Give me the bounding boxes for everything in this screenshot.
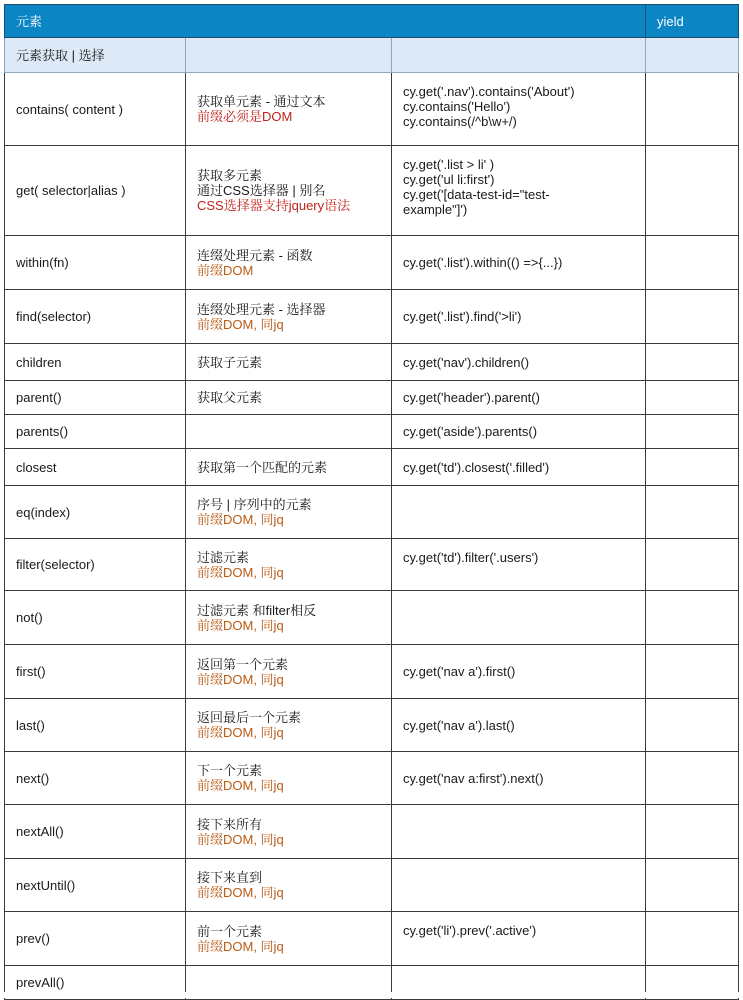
method-name: first(): [16, 664, 46, 679]
description-text: 获取多元素: [197, 168, 263, 183]
section-blank-4: [646, 38, 739, 73]
method-cell: [5, 290, 186, 344]
description-cell: [186, 344, 392, 381]
example-cell: [392, 73, 646, 146]
api-table: [4, 4, 739, 1000]
example-code: cy.get('td').closest('.filled'): [403, 459, 550, 475]
table-body: [5, 73, 739, 1000]
section-row: [5, 38, 739, 73]
description-cell: [186, 146, 392, 236]
method-name: prevAll(): [16, 975, 65, 990]
table-row: [5, 344, 739, 381]
example-code: cy.get('.list > li' ): [403, 157, 495, 172]
method-cell: [5, 415, 186, 449]
method-name: contains( content ): [16, 101, 123, 117]
description-cell: [186, 805, 392, 859]
example-code: cy.get('[data-test-id="test-: [403, 187, 550, 202]
example-cell: [392, 645, 646, 699]
description-cell: [186, 290, 392, 344]
example-code: cy.get('aside').parents(): [403, 424, 538, 439]
example-code: cy.contains('Hello'): [403, 99, 511, 114]
yield-cell: [646, 859, 739, 912]
description-cell: [186, 236, 392, 290]
yield-cell: [646, 449, 739, 486]
description-note: 前缀DOM, 同jq: [197, 617, 284, 633]
table-row: [5, 236, 739, 290]
method-name: parents(): [16, 424, 69, 439]
description-text: 下一个元素: [197, 763, 263, 778]
example-code: cy.get('td').filter('.users'): [403, 550, 539, 565]
example-cell: [392, 539, 646, 591]
method-cell: [5, 236, 186, 290]
description-text: 序号 | 序列中的元素: [197, 497, 312, 512]
method-name: parent(): [16, 390, 62, 405]
description-cell: [186, 449, 392, 486]
description-note: 前缀DOM, 同jq: [197, 938, 284, 954]
description-text: 获取第一个匹配的元素: [197, 459, 328, 475]
yield-cell: [646, 912, 739, 966]
example-code: cy.get('.list').within(() =>{...}): [403, 255, 563, 270]
example-cell: [392, 699, 646, 752]
example-cell: [392, 486, 646, 539]
method-cell: [5, 73, 186, 146]
description-text: 获取父元素: [197, 390, 263, 405]
page-cutoff: [0, 992, 743, 998]
table-row: [5, 486, 739, 539]
table-row: [5, 645, 739, 699]
description-text: 接下来所有: [197, 816, 263, 832]
description-cell: [186, 486, 392, 539]
method-cell: [5, 146, 186, 236]
example-cell: [392, 752, 646, 805]
description-text: 接下来直到: [197, 870, 263, 885]
example-code: cy.get('nav a:first').next(): [403, 770, 544, 786]
method-cell: [5, 344, 186, 381]
example-cell: [392, 859, 646, 912]
description-note: CSS选择器支持jquery语法: [197, 198, 351, 213]
method-cell: [5, 912, 186, 966]
description-note: 前缀DOM, 同jq: [197, 671, 284, 687]
header-title: 元素: [5, 5, 646, 38]
description-text: 通过CSS选择器 | 别名: [197, 183, 326, 198]
example-cell: [392, 146, 646, 236]
example-code: cy.get('li').prev('.active'): [403, 923, 537, 938]
cheatsheet-sheet: [4, 4, 738, 1000]
description-note: 前缀DOM: [197, 262, 254, 278]
description-cell: [186, 912, 392, 966]
description-text: 获取子元素: [197, 354, 263, 370]
yield-cell: [646, 539, 739, 591]
method-name: within(fn): [16, 255, 69, 270]
description-text: 过滤元素: [197, 549, 250, 565]
yield-cell: [646, 752, 739, 805]
yield-cell: [646, 236, 739, 290]
description-cell: [186, 381, 392, 415]
description-cell: [186, 415, 392, 449]
table-row: [5, 859, 739, 912]
example-code: cy.get('nav a').last(): [403, 717, 515, 733]
description-note: 前缀DOM, 同jq: [197, 778, 284, 793]
description-note: 前缀DOM, 同jq: [197, 316, 284, 332]
table-row: [5, 73, 739, 146]
example-cell: [392, 449, 646, 486]
yield-cell: [646, 645, 739, 699]
description-note: 前缀DOM, 同jq: [197, 725, 284, 740]
table-row: [5, 591, 739, 645]
yield-cell: [646, 73, 739, 146]
table-row: [5, 290, 739, 344]
description-cell: [186, 859, 392, 912]
description-text: 返回第一个元素: [197, 656, 289, 672]
yield-cell: [646, 805, 739, 859]
method-name: prev(): [16, 931, 50, 946]
example-cell: [392, 236, 646, 290]
example-code: cy.get('.list').find('>li'): [403, 309, 522, 324]
method-cell: [5, 381, 186, 415]
method-name: next(): [16, 770, 50, 786]
description-note: 前缀必须是DOM: [197, 109, 293, 124]
example-code: example"]'): [403, 202, 468, 217]
yield-cell: [646, 486, 739, 539]
example-cell: [392, 912, 646, 966]
table-row: [5, 449, 739, 486]
example-cell: [392, 805, 646, 859]
method-name: find(selector): [16, 309, 92, 324]
method-name: nextUntil(): [16, 877, 76, 893]
method-cell: [5, 591, 186, 645]
header-yield: yield: [646, 5, 739, 38]
method-cell: [5, 752, 186, 805]
description-text: 获取单元素 - 通过文本: [197, 94, 326, 109]
method-name: eq(index): [16, 504, 71, 520]
method-name: nextAll(): [16, 824, 64, 839]
yield-cell: [646, 290, 739, 344]
description-text: 连缀处理元素 - 选择器: [197, 301, 326, 317]
example-cell: [392, 415, 646, 449]
method-name: children: [16, 354, 62, 370]
description-cell: [186, 645, 392, 699]
table-row: [5, 805, 739, 859]
method-name: last(): [16, 717, 45, 733]
section-blank-2: [186, 38, 392, 73]
example-cell: [392, 290, 646, 344]
description-cell: [186, 699, 392, 752]
method-cell: [5, 539, 186, 591]
section-blank-3: [392, 38, 646, 73]
method-cell: [5, 699, 186, 752]
description-cell: [186, 539, 392, 591]
yield-cell: [646, 381, 739, 415]
method-cell: [5, 645, 186, 699]
method-name: get( selector|alias ): [16, 183, 126, 198]
method-name: not(): [16, 610, 43, 625]
method-cell: [5, 805, 186, 859]
table-row: [5, 699, 739, 752]
example-code: cy.get('nav a').first(): [403, 664, 516, 679]
description-text: 前一个元素: [197, 923, 263, 939]
description-note: 前缀DOM, 同jq: [197, 831, 284, 847]
description-text: 连缀处理元素 - 函数: [197, 247, 313, 263]
example-cell: [392, 591, 646, 645]
yield-cell: [646, 344, 739, 381]
example-code: cy.get('.nav').contains('About'): [403, 84, 575, 99]
yield-cell: [646, 146, 739, 236]
example-code: cy.get('header').parent(): [403, 390, 540, 405]
description-text: 返回最后一个元素: [197, 710, 302, 725]
example-cell: [392, 381, 646, 415]
header-row: [5, 5, 739, 38]
description-text: 过滤元素 和filter相反: [197, 602, 317, 618]
table-row: [5, 539, 739, 591]
example-code: cy.contains(/^b\w+/): [403, 114, 517, 129]
section-label: 元素获取 | 选择: [5, 38, 186, 73]
method-cell: [5, 449, 186, 486]
description-cell: [186, 752, 392, 805]
table-row: [5, 752, 739, 805]
description-note: 前缀DOM, 同jq: [197, 512, 284, 527]
method-cell: [5, 486, 186, 539]
method-cell: [5, 859, 186, 912]
yield-cell: [646, 415, 739, 449]
table-row: [5, 912, 739, 966]
method-name: closest: [16, 459, 57, 475]
yield-cell: [646, 699, 739, 752]
example-cell: [392, 344, 646, 381]
example-code: cy.get('ul li:first'): [403, 172, 495, 187]
description-note: 前缀DOM, 同jq: [197, 885, 284, 900]
yield-cell: [646, 591, 739, 645]
table-row: [5, 381, 739, 415]
description-note: 前缀DOM, 同jq: [197, 564, 284, 580]
table-row: [5, 146, 739, 236]
table-row: [5, 415, 739, 449]
example-code: cy.get('nav').children(): [403, 354, 530, 370]
description-cell: [186, 591, 392, 645]
method-name: filter(selector): [16, 557, 95, 572]
description-cell: [186, 73, 392, 146]
